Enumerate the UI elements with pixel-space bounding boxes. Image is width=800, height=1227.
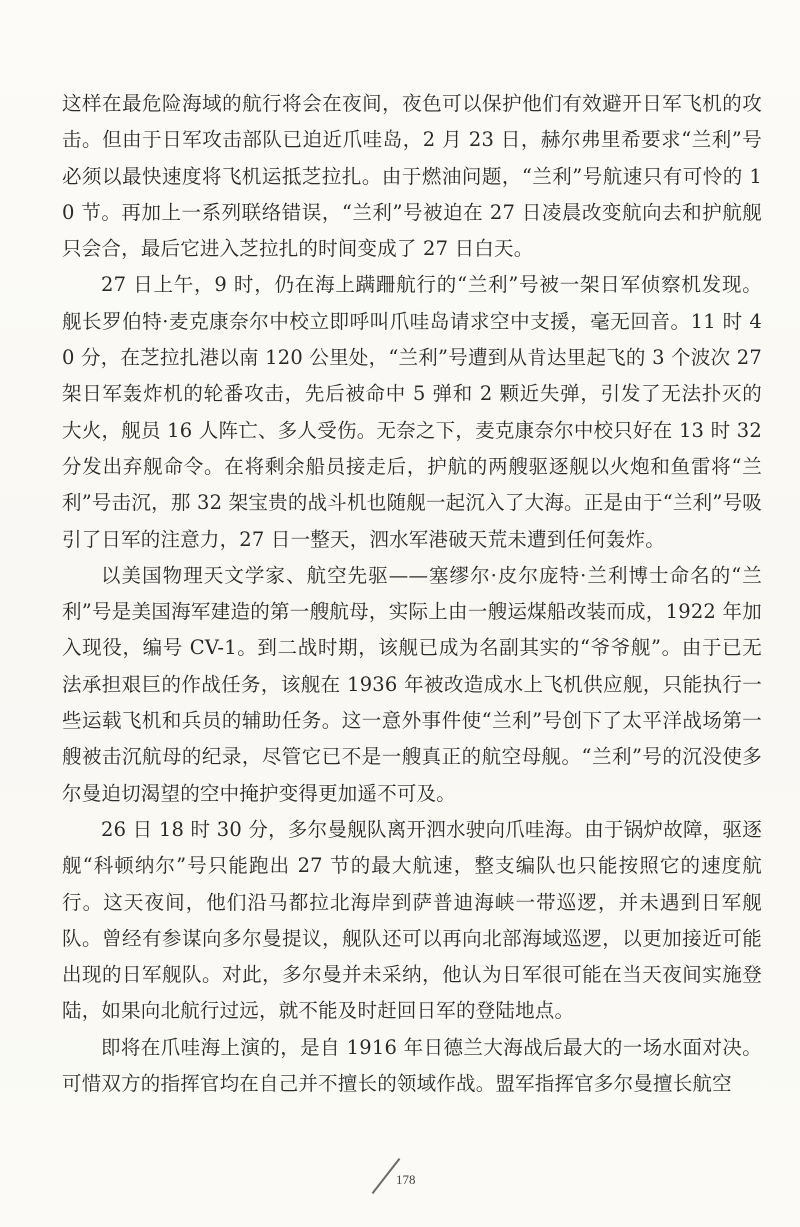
page-footer xyxy=(360,1132,440,1202)
paragraph-2: 27 日上午，9 时，仍在海上蹒跚航行的“兰利”号被一架日军侦察机发现。舰长罗伯特·麦克康奈尔中校立即呼叫爪哇岛请求空中支援，毫无回音。11 时 40 分，在芝拉扎港以南 120 公里处，“兰利”号遭到从肯达里起飞的 3 个波次 27 架日军轰炸机的轮番攻击，先后被命中 5 弹和 2 颗近失弹，引发了无法扑灭的大火，舰员 16 人阵亡、多人受伤。无奈之下，麦克康奈尔中校只好在 13 时 32 分发出弃舰命令。在将剩余船员接走后，护航的两艘驱逐舰以火炮和鱼雷将“兰利”号击沉，那 32 架宝贵的战斗机也随舰一起沉入了大海。正是由于“兰利”号吸引了日军的注意力，27 日一整天，泗水军港破天荒未遭到任何轰炸。 xyxy=(62,273,762,551)
paragraph-1: 这样在最危险海域的航行将会在夜间，夜色可以保护他们有效避开日军飞机的攻击。但由于日军攻击部队已迫近爪哇岛，2 月 23 日，赫尔弗里希要求“兰利”号必须以最快速度将飞机运抵芝拉扎。由于燃油问题，“兰利”号航速只有可怜的 10 节。再加上一系列联络错误，“兰利”号被迫在 27 日凌晨改变航向去和护航舰只会合，最后它进入芝拉扎的时间变成了 27 日白天。 xyxy=(62,92,762,261)
paragraph-4: 26 日 18 时 30 分，多尔曼舰队离开泗水驶向爪哇海。由于锅炉故障，驱逐舰“科顿纳尔”号只能跑出 27 节的最大航速，整支编队也只能按照它的速度航行。这天夜间，他们沿马都拉北海岸到萨普迪海峡一带巡逻，并未遇到日军舰队。曾经有参谋向多尔曼提议，舰队还可以再向北部海域巡逻，以更加接近可能出现的日军舰队。对此，多尔曼并未采纳，他认为日军很可能在当天夜间实施登陆，如果向北航行过远，就不能及时赶回日军的登陆地点。 xyxy=(62,817,762,1023)
paragraph-3: 以美国物理天文学家、航空先驱——塞缪尔·皮尔庞特·兰利博士命名的“兰利”号是美国海军建造的第一艘航母，实际上由一艘运煤船改装而成，1922 年加入现役，编号 CV-1。到二战时期，该舰已成为名副其实的“爷爷舰”。由于已无法承担艰巨的作战任务，该舰在 1936 年被改造成水上飞机供应舰，只能执行一些运载飞机和兵员的辅助任务。这一意外事件使“兰利”号创下了太平洋战场第一艘被击沉航母的纪录，尽管它已不是一艘真正的航空母舰。“兰利”号的沉没使多尔曼迫切渴望的空中掩护变得更加遥不可及。 xyxy=(62,563,762,805)
paragraph-5: 即将在爪哇海上演的，是自 1916 年日德兰大海战后最大的一场水面对决。可惜双方的指挥官均在自己并不擅长的领域作战。盟军指挥官多尔曼擅长航空 xyxy=(62,1035,762,1096)
body-text xyxy=(62,86,762,1102)
page-number: 178 xyxy=(396,1172,416,1187)
